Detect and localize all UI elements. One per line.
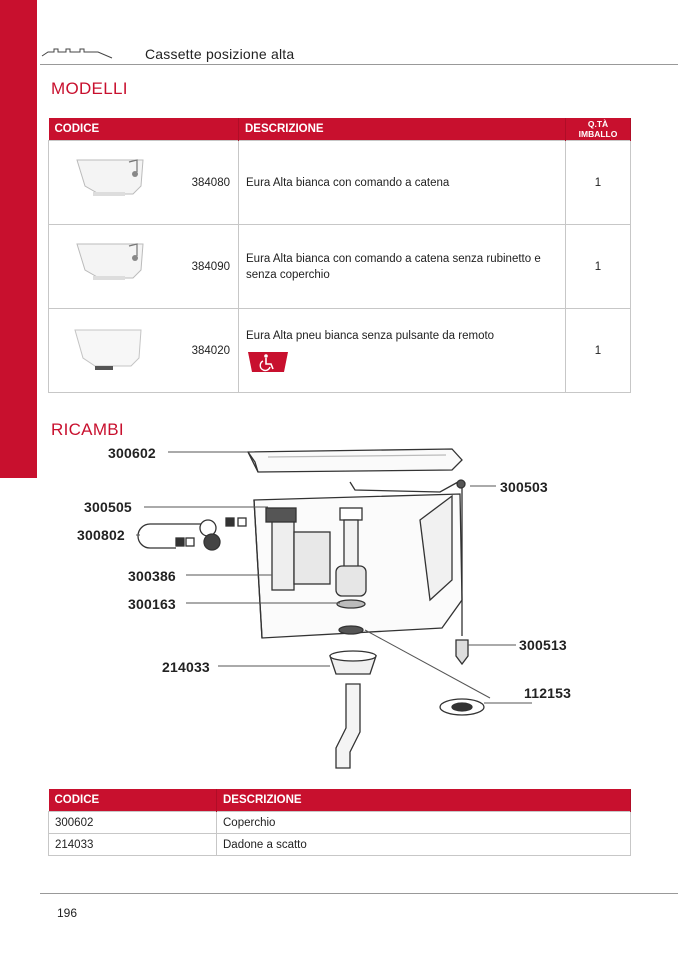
callout-300503: 300503 [500, 479, 548, 495]
callout-300513: 300513 [519, 637, 567, 653]
model-qty: 1 [566, 309, 631, 393]
model-code: 384090 [161, 225, 239, 309]
callout-300505: 300505 [84, 499, 132, 515]
table-row [49, 834, 631, 856]
model-description: Eura Alta bianca con comando a catena [239, 141, 566, 225]
spare-code: 214033 [49, 834, 217, 856]
models-section-title: MODELLI [51, 79, 128, 98]
table-row [49, 812, 631, 834]
spares-table [48, 789, 631, 856]
spares-col-description: DESCRIZIONE [217, 789, 631, 812]
callout-300386: 300386 [128, 568, 176, 584]
spares-header-row [49, 789, 631, 812]
model-qty: 1 [566, 141, 631, 225]
spares-col-code: CODICE [49, 789, 217, 812]
callout-112153: 112153 [524, 685, 572, 701]
callout-300163: 300163 [128, 596, 176, 612]
callout-214033: 214033 [162, 659, 210, 675]
model-code: 384080 [161, 141, 239, 225]
model-qty: 1 [566, 225, 631, 309]
page-header-title: Cassette posizione alta [145, 46, 295, 62]
model-code: 384020 [161, 309, 239, 393]
callout-300602: 300602 [108, 445, 156, 461]
models-col-code: CODICE [49, 118, 239, 141]
footer-divider [40, 893, 678, 894]
spares-section-title: RICAMBI [51, 420, 124, 439]
page-number: 196 [57, 906, 78, 920]
qty-header-line2: IMBALLO [578, 129, 618, 139]
callout-300802: 300802 [77, 527, 125, 543]
model-description: Eura Alta bianca con comando a catena senza rubinetto e senza coperchio [239, 225, 566, 309]
spare-description: Dadone a scatto [217, 834, 631, 856]
model-description: Eura Alta pneu bianca senza pulsante da remoto [246, 329, 495, 342]
spare-code: 300602 [49, 812, 217, 834]
models-col-description: DESCRIZIONE [239, 118, 566, 141]
qty-header-line1: Q.TÀ [587, 119, 609, 129]
spare-description: Coperchio [217, 812, 631, 834]
